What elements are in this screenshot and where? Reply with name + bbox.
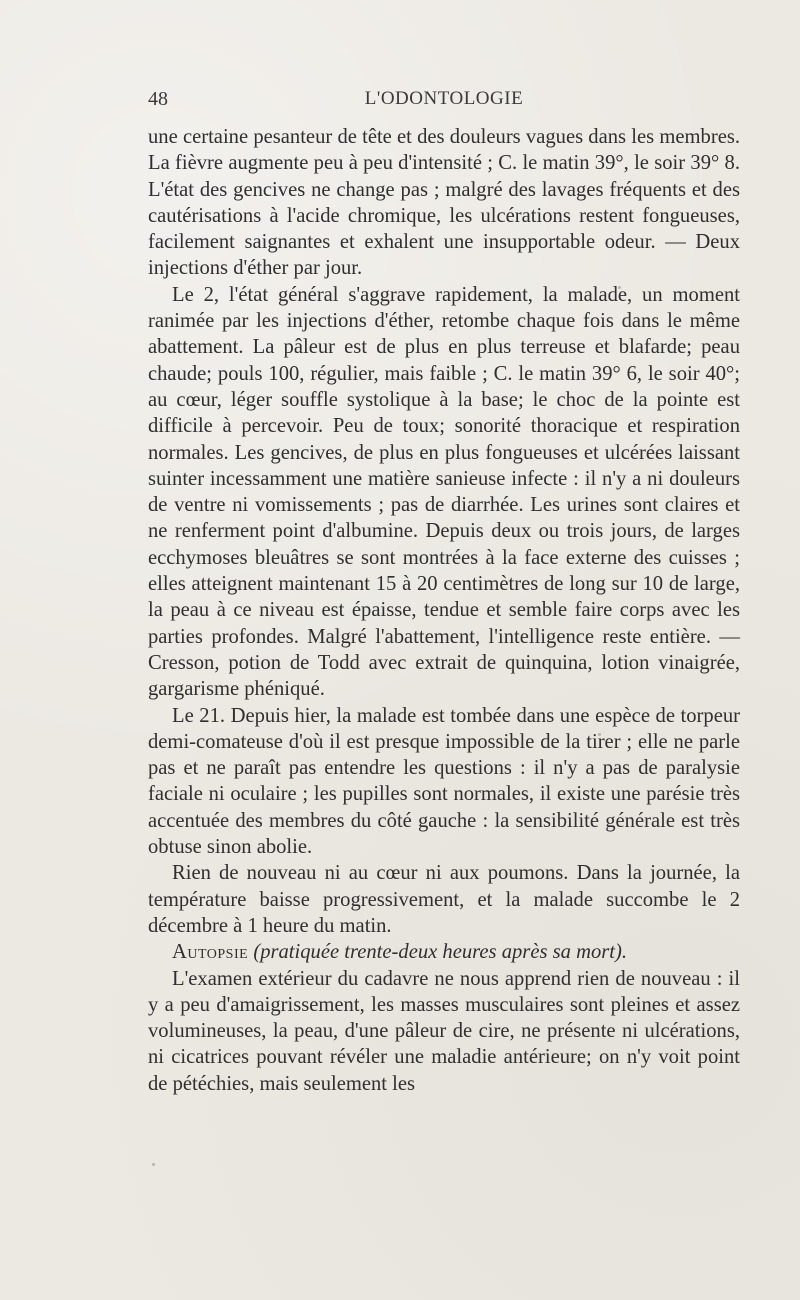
autopsy-heading-line <box>148 939 740 965</box>
paragraph-exam: L'examen extérieur du cadavre ne nous apprend rien de nouveau : il y a peu d'amaigrissement, les masses musculaires sont pleines et assez volumineuses, la peau, d'une pâleur de cire, ne présente ni ulcérations, ni cicatrices pouvant révéler une maladie antérieure; on n'y voit point de pétéchies, mais seulement les <box>148 967 740 1095</box>
body-text <box>148 124 740 1097</box>
paper-speck <box>152 1163 155 1166</box>
paragraph-opening: une certaine pesanteur de tête et des douleurs vagues dans les membres. La fièvre augmente peu à peu d'intensité ; C. le matin 39°, le soir 39° 8. L'état des gencives ne change pas ; malgré des lavages fréquents et des cautérisations à l'acide chromique, les ulcérations restent fongueuses, facilement saignantes et exhalent une insupportable odeur. — Deux injections d'éther par jour. <box>148 126 740 280</box>
journal-title: L'ODONTOLOGIE <box>364 88 524 109</box>
paragraph-day-21: Le 21. Depuis hier, la malade est tombée dans une espèce de torpeur demi-comateuse d'où il est presque impossible de la tirer ; elle ne parle pas et ne paraît pas entendre les questions : il n'y a pas de paralysie faciale ni oculaire ; les pupilles sont normales, il existe une parésie très accentuée des membres du côté gauche : la sensibilité générale est très obtuse sinon abolie. <box>148 704 740 859</box>
autopsy-subtitle: (pratiquée trente-deux heures après sa mort). <box>253 941 627 964</box>
autopsy-heading: Autopsie <box>172 941 249 964</box>
page-number: 48 <box>148 88 168 110</box>
paragraph-death: Rien de nouveau ni au cœur ni aux poumons. Dans la journée, la température baisse progressivement, et la malade succombe le 2 décembre à 1 heure du matin. <box>148 862 740 937</box>
paper-speck <box>618 286 621 289</box>
running-head <box>148 88 740 116</box>
paragraph-day-2: Le 2, l'état général s'aggrave rapidement, la malade, un moment ranimée par les injections d'éther, retombe chaque fois dans le même abattement. La pâleur est de plus en plus terreuse et blafarde; peau chaude; pouls 100, régulier, mais faible ; C. le matin 39° 6, le soir 40°; au cœur, léger souffle systolique à la base; le choc de la pointe est difficile à percevoir. Peu de toux; sonorité thoracique et respiration normales. Les gencives, de plus en plus fongueuses et ulcérées laissant suinter incessamment une matière sanieuse infecte : il n'y a ni douleurs de ventre ni vomissements ; pas de diarrhée. Les urines sont claires et ne renferment point d'albumine. Depuis deux ou trois jours, de larges ecchymoses bleuâtres se sont montrées à la face externe des cuisses ; elles atteignent maintenant 15 à 20 centimètres de long sur 10 de large, la peau à ce niveau est épaisse, tendue et semble faire corps avec les parties profondes. Malgré l'abattement, l'intelligence reste entière. — Cresson, potion de Todd avec extrait de quinquina, lotion vinaigrée, gargarisme phéniqué. <box>148 283 740 701</box>
paper-speck <box>598 733 601 736</box>
